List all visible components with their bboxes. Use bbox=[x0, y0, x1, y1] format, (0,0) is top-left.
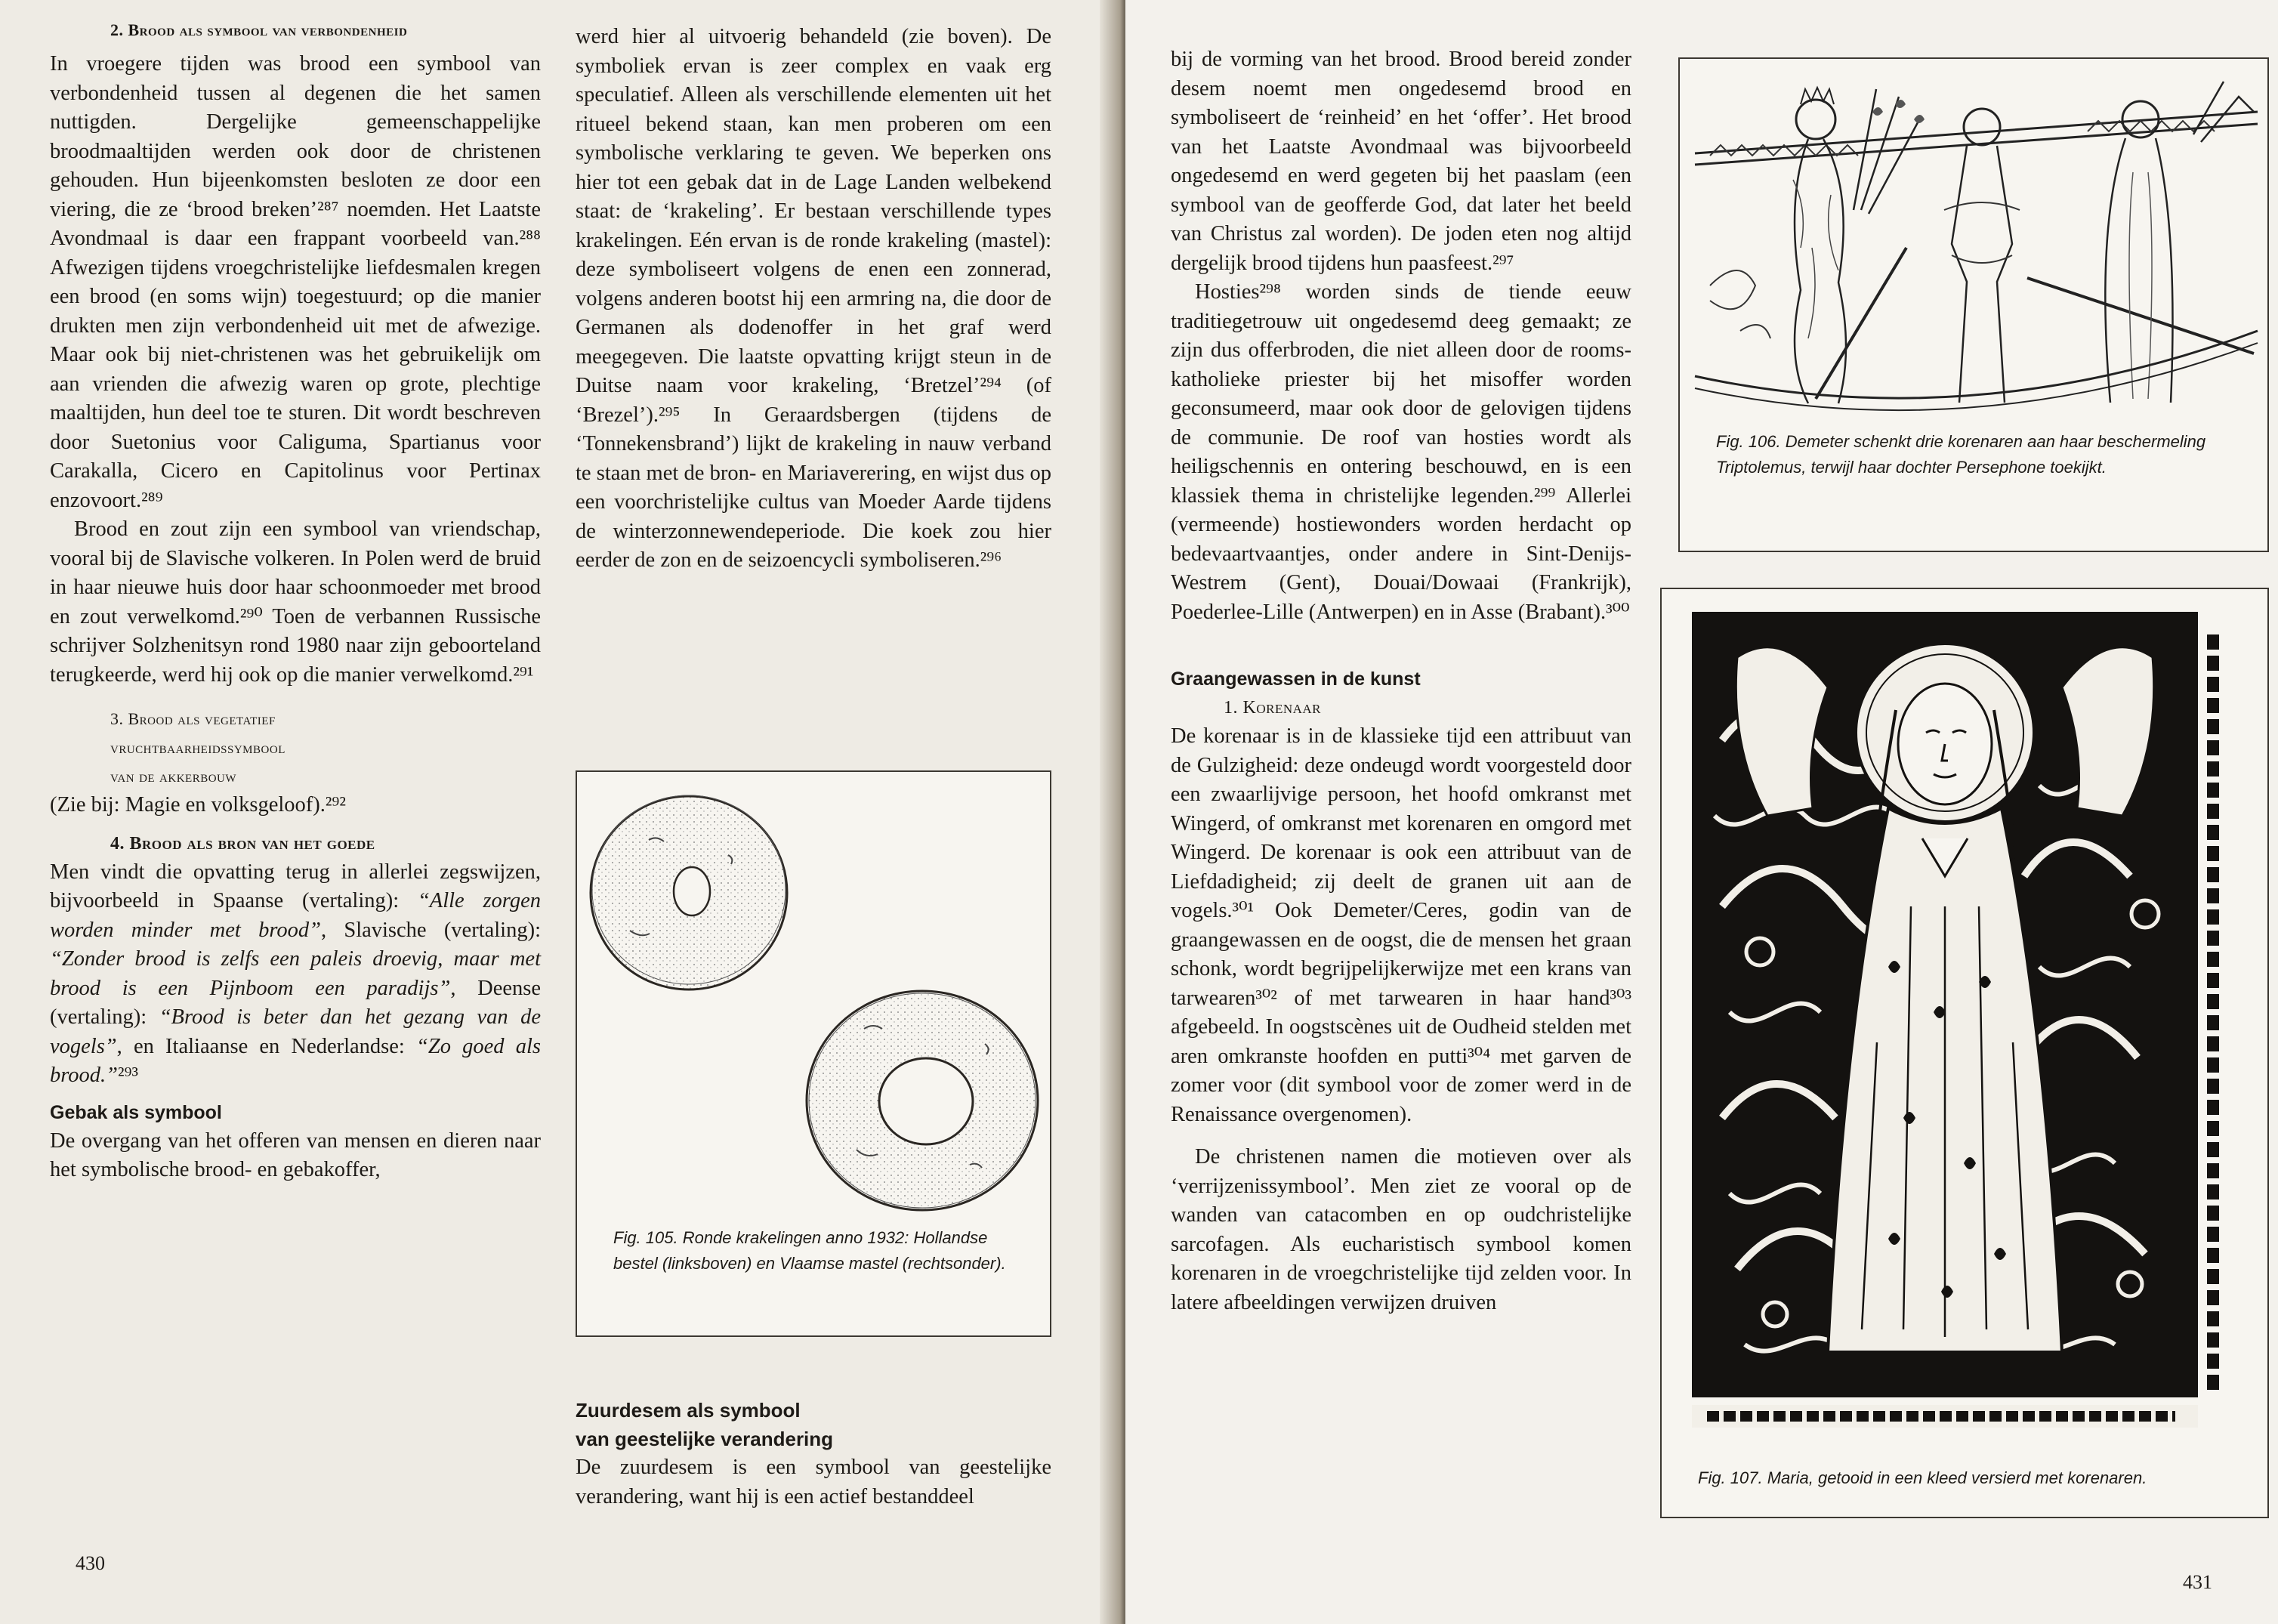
right-page bbox=[1125, 0, 2278, 1624]
figure-105 bbox=[576, 770, 1051, 1337]
right-column-1 bbox=[1171, 45, 1631, 1317]
quote: “Alle zorgen worden minder met brood” bbox=[50, 889, 541, 942]
paragraph: De overgang van het offeren van mensen en dieren naar het symbolische brood- en gebakoffer, bbox=[50, 1128, 541, 1181]
figure-107 bbox=[1660, 588, 2269, 1518]
heading-gebak: Gebak als symbool bbox=[50, 1101, 222, 1123]
demeter-vase-illustration bbox=[1680, 59, 2270, 414]
left-column-2 bbox=[576, 23, 1051, 576]
left-page bbox=[0, 0, 1115, 1624]
figure-105-caption: Fig. 105. Ronde krakelingen anno 1932: Hollandse bestel (linksboven) en Vlaamse mastel (rechtsonder). bbox=[613, 1228, 1006, 1273]
paragraph: werd hier al uitvoerig behandeld (zie boven). De symboliek ervan is zeer complex en vaak erg speculatief. Alleen als verschillende elementen uit het ritueel bekend staan, kan men proberen om een symbolische verklaring te geven. We beperken ons hier tot een gebak dat in de Lage Landen welbekend staat: de ‘krakeling’. Er bestaan verschillende types krakelingen. Eén ervan is de ronde krakeling (mastel): deze symboliseert volgens de enen een zonnerad, volgens anderen bootst hij een armring na, die door de Germanen als dodenoffer in het graf werd meegegeven. Die laatste opvatting krijgt steun in de Duitse naam voor krakeling, ‘Bretzel’²⁹⁴ (of ‘Brezel’).²⁹⁵ In Geraardsbergen (tijdens de ‘Tonnekensbrand’) lijkt de krakeling in nauw verband te staan met de bron- en Mariaverering, en wijst dus op een voorchristelijke cultus van Moeder Aarde tijdens de winterzonnewendeperiode. Die koek zou hier eerder de zon en de seizoencycli symboliseren.²⁹⁶ bbox=[576, 25, 1051, 572]
figure-106-caption: Fig. 106. Demeter schenkt drie korenaren aan haar beschermeling Triptolemus, terwijl haar dochter Persephone toekijkt. bbox=[1716, 432, 2206, 477]
heading-brood-verbondenheid: 2. Brood als symbool van verbondenheid bbox=[110, 20, 408, 39]
heading-zuurdesem-2: van geestelijke verandering bbox=[576, 1428, 834, 1450]
text: , Deense (vertaling): bbox=[50, 976, 542, 1029]
left-column-2-lower bbox=[576, 1396, 1051, 1511]
heading-brood-vegetatief bbox=[50, 705, 541, 791]
heading-zuurdesem-1: Zuurdesem als symbool bbox=[576, 1399, 801, 1422]
text: , Slavische (vertaling): bbox=[320, 918, 542, 942]
heading-graangewassen: Graangewassen in de kunst bbox=[1171, 668, 1421, 690]
quote: “Zonder brood is zelfs een paleis droevig, maar met brood is een Pijnboom een paradijs” bbox=[50, 947, 541, 1000]
paragraph: Brood en zout zijn een symbool van vriendschap, vooral bij de Slavische volkeren. In Polen werd de bruid in haar nieuwe huis door haar schoonmoeder met brood en zout verwelkomd.²⁹⁰ Toen de verbannen Russische schrijver Solzhenitsyn rond 1980 naar zijn geboorteland terugkeerde, werd hij ook op die manier verwelkomd.²⁹¹ bbox=[50, 517, 541, 687]
krakeling-bread-icon bbox=[577, 772, 1053, 1225]
paragraph: Hosties²⁹⁸ worden sinds de tiende eeuw traditiegetrouw uit ongedesemd deeg gemaakt; ze zijn dus offerbroden, die niet alleen door de rooms-katholieke priester bij het misoffer worden geconsumeerd, maar ook door de gelovigen tijdens de communie. De roof van hosties wordt als heiligschennis en ontering beschouwd, en is een klassiek thema in christelijke legenden.²⁹⁹ Allerlei (vermeende) hostiewonders worden herdacht op bedevaartvaantjes, onder andere in Sint-Denijs-Westrem (Gent), Douai/Dowaai (Frankrijk), Poederlee-Lille (Antwerpen) en in Asse (Brabant).³⁰⁰ bbox=[1171, 280, 1631, 624]
quote: “Brood is beter dan het gezang van de vogels” bbox=[50, 1005, 542, 1058]
figure-106 bbox=[1678, 57, 2269, 552]
paragraph: In vroegere tijden was brood een symbool van verbondenheid tussen al degenen die het samen nuttigden. Dergelijke gemeenschappelijke broodmaaltijden werden ook door de christenen gehouden. Hun bijeenkomsten besloten ze door een viering, die ze ‘brood breken’²⁸⁷ noemden. Het Laatste Avondmaal is daar een frappant voorbeeld van.²⁸⁸ Afwezigen tijdens vroegchristelijke liefdesmalen kregen een brood (en soms wijn) toegestuurd; op die manier drukten men zijn verbondenheid uit met de afwezige. Maar ook bij niet-christenen was het gebruikelijk om aan vrienden die afwezig waren op grote, plechtige maaltijden, hun deel toe te sturen. Dit wordt beschreven door Suetonius voor Caliguma, Spartianus voor Carakalla, Cicero en Capitolinus voor Pertinax enzovoort.²⁸⁹ bbox=[50, 52, 541, 512]
page-number-left: 430 bbox=[76, 1552, 105, 1574]
mary-woodcut-illustration bbox=[1662, 589, 2270, 1443]
left-column-1 bbox=[50, 20, 541, 1185]
heading-brood-goede: 4. Brood als bron van het goede bbox=[110, 833, 375, 854]
paragraph: De christenen namen die motieven over als ‘verrijzenissymbool’. Men ziet ze vooral op de wanden van catacomben en op oudchristelijke sarcofagen. Als eucharistisch symbool komen korenaren in de vroegchristelijke tijd zelden voor. In latere afbeeldingen verwijzen druiven bbox=[1171, 1145, 1631, 1314]
heading-line: 3. Brood als vegetatief bbox=[110, 709, 276, 728]
text: , en Italiaanse en Nederlandse: bbox=[116, 1034, 417, 1058]
figure-107-caption: Fig. 107. Maria, getooid in een kleed versierd met korenaren. bbox=[1698, 1468, 2147, 1487]
paragraph: De korenaar is in de klassieke tijd een attribuut van de Gulzigheid: deze ondeugd wordt voorgesteld door een zwaarlijvige persoon, het hoofd omkranst met Wingerd, of omkranst met korenaren en omgord met Wingerd. De korenaar is ook een attribuut van de Liefdadigheid; zij deelt de granen uit aan de vogels.³⁰¹ Ook Demeter/Ceres, godin van de graangewassen en de oogst, die de mensen het graan schonk, wordt begrijpelijkerwijze met een krans van tarwearen³⁰² of met tarwearen in haar hand³⁰³ afgebeeld. In oogstscènes uit de Oudheid stelden met aren omkranste hoofden en putti³⁰⁴ met garven de zomer voor (dit symbool voor de zomer werd in de Renaissance overgenomen). bbox=[1171, 724, 1631, 1126]
footnote-ref: ²⁹³ bbox=[118, 1064, 139, 1087]
heading-korenaar: 1. Korenaar bbox=[1224, 698, 1322, 718]
paragraph: bij de vorming van het brood. Brood bereid zonder desem noemt men ongedesemd brood en symboliseert de ‘reinheid’ en het ‘offer’. Het brood van het Laatste Avondmaal was bijvoorbeeld ongedesemd en werd gegeten bij het paaslam (een symbool van de geofferde God, dat later het beeld van Christus zal worden). De joden eten nog altijd dergelijk brood tijdens hun paasfeest.²⁹⁷ bbox=[1171, 48, 1631, 275]
paragraph-sayings bbox=[50, 858, 541, 1091]
paragraph: De zuurdesem is een symbool van geestelijke verandering, want hij is een actief bestanddeel bbox=[576, 1456, 1051, 1508]
paragraph: (Zie bij: Magie en volksgeloof).²⁹² bbox=[50, 793, 346, 817]
heading-line: vruchtbaarheidssymbool bbox=[110, 738, 286, 757]
text: Men vindt die opvatting terug in allerlei zegswijzen, bijvoorbeeld in Spaanse (vertaling): bbox=[50, 860, 541, 912]
heading-line: van de akkerbouw bbox=[110, 767, 237, 786]
page-number-right: 431 bbox=[2183, 1571, 2212, 1593]
quote: “Zo goed als brood.” bbox=[50, 1034, 541, 1087]
